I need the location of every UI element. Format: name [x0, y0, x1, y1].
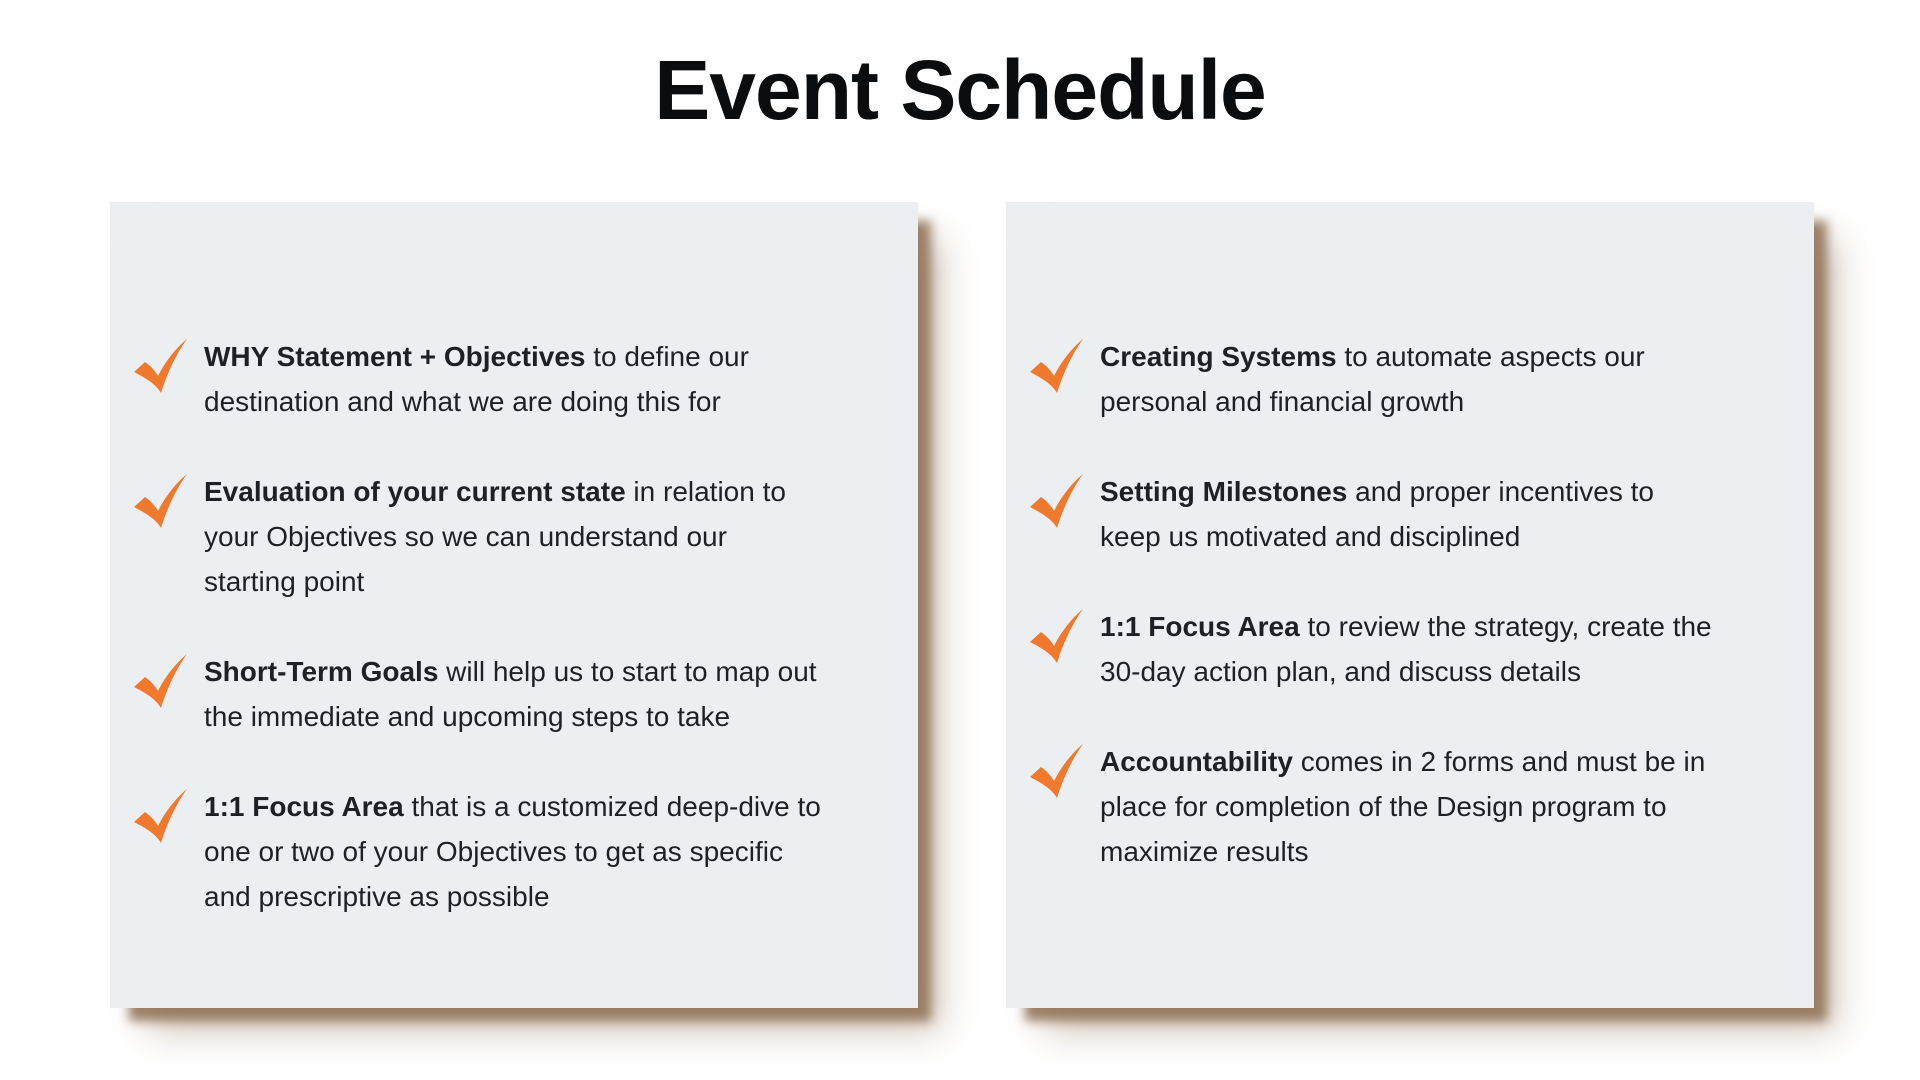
item-detail-text: comes in 2 forms and must be in place for completion of the Design program to maximize results [1100, 746, 1706, 867]
item-text [204, 649, 824, 739]
checkmark-icon [132, 473, 188, 529]
item-detail-text: to define our destination and what we are doing this for [204, 341, 749, 417]
item-detail-text: to automate aspects our personal and financial growth [1100, 341, 1645, 417]
item-lead-text: Creating Systems [1100, 341, 1337, 372]
item-detail-text: to review the strategy, create the 30-day action plan, and discuss details [1100, 611, 1712, 687]
checklist-item [1100, 604, 1764, 694]
page-title: Event Schedule [654, 43, 1266, 137]
item-lead-text: Evaluation of your current state [204, 476, 626, 507]
item-text [204, 334, 824, 424]
checklist-item [1100, 334, 1764, 424]
checklist-item [204, 784, 868, 919]
schedule-panel-right [1006, 202, 1814, 1008]
item-text [1100, 739, 1720, 874]
item-detail-text: will help us to start to map out the immediate and upcoming steps to take [204, 656, 817, 732]
item-text [1100, 604, 1720, 694]
item-detail-text: in relation to your Objectives so we can understand our starting point [204, 476, 786, 597]
checklist-item [1100, 739, 1764, 874]
item-lead-text: Accountability [1100, 746, 1293, 777]
checkmark-icon [132, 653, 188, 709]
item-text [204, 469, 824, 604]
item-lead-text: 1:1 Focus Area [1100, 611, 1300, 642]
checkmark-icon [1028, 338, 1084, 394]
item-text [1100, 469, 1720, 559]
item-lead-text: WHY Statement + Objectives [204, 341, 586, 372]
item-detail-text: that is a customized deep-dive to one or two of your Objectives to get as specific and prescriptive as possible [204, 791, 821, 912]
schedule-panel-left [110, 202, 918, 1008]
item-text [204, 784, 824, 919]
item-lead-text: Short-Term Goals [204, 656, 439, 687]
checkmark-icon [132, 338, 188, 394]
checklist-item [204, 469, 868, 604]
checkmark-icon [1028, 473, 1084, 529]
item-lead-text: Setting Milestones [1100, 476, 1348, 507]
item-detail-text: and proper incentives to keep us motivated and disciplined [1100, 476, 1655, 552]
item-text [1100, 334, 1720, 424]
checkmark-icon [1028, 743, 1084, 799]
checklist-item [204, 334, 868, 424]
checkmark-icon [1028, 608, 1084, 664]
checklist-item [1100, 469, 1764, 559]
item-lead-text: 1:1 Focus Area [204, 791, 404, 822]
checkmark-icon [132, 788, 188, 844]
checklist-item [204, 649, 868, 739]
